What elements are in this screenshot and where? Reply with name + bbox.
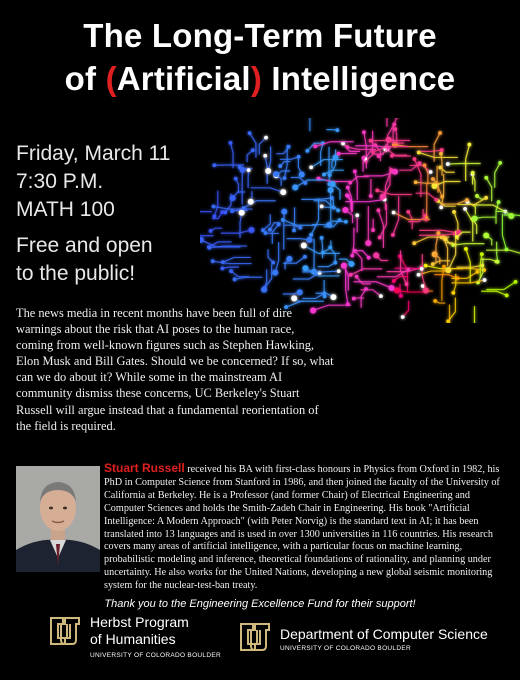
circuit-node (212, 163, 216, 167)
circuit-node (369, 194, 373, 198)
circuit-node (352, 297, 356, 301)
circuit-node (371, 228, 375, 232)
circuit-node (283, 176, 287, 180)
circuit-trace (497, 242, 498, 262)
sponsor-cs-sub: UNIVERSITY OF COLORADO BOULDER (280, 645, 411, 652)
circuit-node (378, 236, 382, 240)
circuit-node (364, 287, 368, 291)
circuit-node (306, 237, 312, 243)
circuit-trace (321, 143, 323, 166)
circuit-node (291, 295, 297, 301)
circuit-node (371, 150, 375, 154)
circuit-node (212, 214, 216, 218)
circuit-node (212, 205, 216, 209)
circuit-node (514, 280, 518, 284)
admission-line-1: Free and open (16, 234, 153, 257)
circuit-node (326, 222, 332, 228)
circuit-trace (385, 118, 387, 127)
circuit-node (299, 172, 305, 178)
speaker-bio-text: received his BA with first-class honours in Physics from Oxford in 1982, his PhD in Computer Science from Stanford in 1986, and then joined the faculty of the University of California at Berkeley. He is a Professor (and former Chair) of Electrical Engineering and Computer Sciences and holds the Smith-Zadeh Chair in Engineering. His book "Artificial Intelligence: A Modern Approach" (with Peter Norvig) is the standard text in AI; it has been translated into 13 languages and is used in over 1300 universities in 116 countries. His research covers many areas of artificial intelligence, with a particular focus on machine learning, probabilistic modeling and inference, theoretical foundations of rationality, and planning under uncertainty. He also works for the United Nations, developing a new global seismic monitoring system for the nuclear-test-ban treaty. (104, 464, 500, 592)
circuit-trace (294, 207, 295, 230)
circuit-node (376, 208, 380, 212)
circuit-trace (250, 188, 283, 192)
circuit-node (367, 256, 371, 260)
circuit-trace (397, 290, 424, 292)
circuit-trace (417, 150, 442, 151)
speaker-photo (16, 466, 100, 572)
talk-description: The news media in recent months have been full of dire warnings about the risk that AI poses to the human race, coming from well-known figures such as Stephen Hawking, Elon Musk and Bill Gates. Should we be concerned? If so, what can we do about it? While some in the mainstream AI community dismiss these concerns, UC Berkeley's Stuart Russell will argue instead that a fundamental reorientation of the field is required. (16, 306, 334, 433)
circuit-node (327, 182, 331, 186)
circuit-node (286, 256, 292, 262)
circuit-node (261, 287, 267, 293)
circuit-trace (214, 191, 217, 217)
circuit-trace (468, 202, 476, 215)
circuit-node (484, 176, 488, 180)
circuit-node (261, 228, 265, 232)
circuit-trace (322, 238, 323, 258)
circuit-node (365, 240, 371, 246)
sponsor-herbst (48, 614, 228, 664)
circuit-node (264, 231, 268, 235)
circuit-node (373, 252, 379, 258)
circuit-trace (475, 217, 496, 218)
circuit-node (322, 173, 326, 177)
circuit-node (362, 156, 366, 160)
circuit-node (230, 195, 236, 201)
circuit-node (495, 260, 499, 264)
title-of: of (64, 60, 106, 97)
circuit-node (342, 207, 348, 213)
thanks-note: Thank you to the Engineering Excellence Fund for their support! (104, 598, 416, 610)
circuit-node (303, 181, 307, 185)
circuit-trace (353, 282, 391, 288)
circuit-node (392, 169, 398, 175)
circuit-node (440, 148, 444, 152)
circuit-node (297, 289, 303, 295)
circuit-trace (268, 249, 273, 262)
circuit-node (452, 210, 456, 214)
circuit-trace (222, 267, 239, 268)
circuit-node (464, 247, 468, 251)
circuit-node (229, 269, 233, 273)
circuit-node (497, 200, 501, 204)
sponsor-cs-department (238, 620, 508, 660)
circuit-node (271, 261, 275, 265)
circuit-node (229, 141, 233, 145)
sponsor-herbst-line-1: Herbst Program (90, 614, 189, 630)
circuit-trace (457, 265, 483, 267)
circuit-node (200, 237, 204, 243)
circuit-node (247, 168, 251, 172)
speaker-bio (104, 462, 506, 593)
circuit-node (431, 183, 437, 189)
circuit-node (362, 130, 366, 134)
circuit-node (468, 143, 472, 147)
circuit-node (248, 199, 254, 205)
circuit-node (420, 267, 424, 271)
circuit-trace (441, 174, 444, 207)
circuit-node (508, 213, 514, 219)
circuit-node (309, 233, 313, 237)
cu-logo-icon (238, 620, 272, 654)
title-artificial: Artificial (116, 60, 251, 97)
circuit-node (406, 268, 410, 272)
circuit-node (475, 194, 479, 198)
circuit-node (265, 168, 271, 174)
circuit-node (373, 143, 377, 147)
circuit-trace (473, 306, 474, 323)
circuit-node (239, 210, 245, 216)
circuit-node (264, 136, 268, 140)
circuit-node (392, 211, 396, 215)
circuit-node (353, 169, 357, 173)
circuit-trace (481, 291, 507, 295)
circuit-node (417, 151, 421, 155)
circuit-node (341, 263, 347, 269)
circuit-node (281, 209, 287, 215)
circuit-node (412, 241, 416, 245)
circuit-node (348, 261, 354, 267)
circuit-node (418, 161, 422, 165)
circuit-node (272, 270, 278, 276)
circuit-node (344, 220, 348, 224)
circuit-trace (355, 171, 357, 199)
sponsor-herbst-sub: UNIVERSITY OF COLORADO BOULDER (90, 652, 221, 659)
circuit-node (292, 184, 298, 190)
circuit-node (220, 210, 224, 214)
circuit-node (380, 194, 386, 200)
circuit-trace (280, 157, 299, 160)
circuit-trace (311, 198, 318, 235)
circuit-trace (231, 271, 249, 277)
speaker-name: Stuart Russell (104, 461, 185, 475)
circuit-node (278, 164, 282, 168)
circuit-trace (324, 170, 344, 174)
circuit-trace (378, 210, 383, 248)
circuit-trace (393, 196, 399, 234)
circuit-node (349, 273, 353, 277)
circuit-node (268, 228, 272, 232)
circuit-node (320, 205, 324, 209)
circuit-trace (213, 261, 252, 263)
sponsor-cs-line-1: Department of Computer Science (280, 626, 488, 642)
circuit-trace (452, 269, 484, 271)
circuit-node (392, 279, 396, 283)
circuit-node (301, 242, 307, 248)
circuit-node (444, 237, 448, 241)
event-time: 7:30 P.M. (16, 170, 104, 193)
circuit-node (209, 229, 213, 233)
circuit-node (433, 299, 437, 303)
circuit-node (484, 196, 488, 200)
circuit-node (480, 252, 484, 256)
circuit-node (431, 262, 435, 266)
circuit-trace (248, 170, 249, 188)
circuit-node (424, 264, 428, 268)
circuit-node (355, 275, 359, 279)
circuit-node (393, 127, 397, 131)
title-open-paren: ( (105, 60, 117, 97)
circuit-node (345, 145, 349, 149)
circuit-trace (502, 214, 506, 250)
circuit-node (346, 194, 350, 198)
circuit-trace (403, 301, 409, 317)
circuit-node (335, 128, 339, 132)
circuit-trace (295, 180, 326, 187)
sponsor-herbst-line-2: of Humanities (90, 631, 176, 647)
circuit-node (379, 294, 383, 298)
event-date: Friday, March 11 (16, 142, 171, 165)
circuit-node (471, 171, 475, 175)
circuit-trace (275, 242, 278, 273)
circuit-node (355, 213, 359, 217)
circuit-trace (486, 250, 520, 255)
speaker-portrait-icon (16, 466, 100, 572)
circuit-trace (247, 150, 253, 162)
circuit-trace (466, 145, 470, 181)
circuit-trace (310, 118, 311, 131)
circuit-node (273, 171, 279, 177)
circuit-node (239, 167, 245, 173)
circuit-node (263, 154, 267, 158)
circuit-node (391, 233, 395, 237)
circuit-node (249, 227, 255, 233)
circuit-trace (272, 225, 278, 244)
circuit-trace (441, 200, 467, 204)
poster-title (0, 14, 520, 100)
circuit-node (431, 177, 435, 181)
cu-logo-icon (48, 614, 82, 648)
circuit-trace (442, 267, 444, 301)
circuit-node (369, 139, 373, 143)
circuit-node (305, 149, 309, 153)
circuit-trace (301, 198, 332, 199)
circuit-node (348, 181, 352, 185)
circuit-trace (302, 293, 324, 298)
circuit-node (207, 246, 211, 250)
circuit-node (413, 157, 417, 161)
circuit-node (465, 198, 469, 202)
circuit-node (429, 170, 433, 174)
title-close-paren: ) (250, 60, 263, 97)
circuit-trace (496, 202, 499, 224)
circuit-trace (416, 193, 437, 200)
circuit-trace (351, 269, 383, 275)
circuit-trace (324, 280, 325, 296)
circuit-node (505, 293, 509, 297)
circuit-trace (441, 154, 442, 176)
circuit-node (401, 315, 405, 319)
circuit-node (338, 218, 342, 222)
circuit-node (292, 228, 296, 232)
circuit-node (330, 294, 336, 300)
circuit-trace (453, 244, 484, 245)
circuit-trace (235, 277, 263, 279)
circuit-trace (355, 251, 362, 271)
circuit-node (389, 285, 395, 291)
circuit-node (313, 145, 317, 149)
circuit-node (309, 165, 313, 169)
circuit-trace (287, 239, 310, 240)
circuit-node (350, 254, 354, 258)
circuit-trace (495, 163, 500, 188)
circuit-trace (231, 143, 234, 168)
circuit-node (280, 189, 286, 195)
circuit-node (321, 251, 325, 255)
circuit-node (377, 154, 381, 158)
circuit-node (445, 267, 451, 273)
circuit-trace (240, 213, 242, 238)
circuit-node (442, 265, 446, 269)
circuit-node (220, 267, 224, 271)
circuit-node (399, 294, 403, 298)
circuit-node (336, 209, 340, 213)
circuit-trace (221, 230, 252, 233)
circuit-node (248, 131, 252, 135)
circuit-trace (311, 160, 343, 168)
admission (16, 232, 153, 288)
circuit-node (483, 278, 487, 282)
circuit-trace (474, 205, 505, 212)
circuit-node (432, 251, 438, 257)
circuit-trace (357, 277, 371, 284)
circuit-node (386, 137, 392, 143)
circuit-node (337, 152, 341, 156)
circuit-node (323, 295, 327, 299)
circuit-node (221, 260, 225, 264)
circuit-node (337, 269, 341, 273)
circuit-node (230, 209, 234, 213)
circuit-trace (377, 269, 408, 276)
circuit-node (251, 148, 255, 152)
circuit-trace (263, 214, 270, 230)
circuit-node (234, 177, 238, 181)
circuit-node (233, 277, 237, 281)
circuit-trace (250, 133, 256, 158)
circuit-trace (268, 146, 270, 171)
circuit-node (439, 152, 443, 156)
circuit-node (390, 154, 394, 158)
circuit-trace (259, 138, 266, 155)
event-details (16, 140, 170, 224)
circuit-node (320, 236, 324, 240)
circuit-node (423, 163, 427, 167)
title-line-2 (0, 57, 520, 100)
circuit-node (463, 207, 467, 211)
circuit-trace (366, 154, 384, 161)
circuit-trace (419, 153, 458, 158)
circuit-trace (364, 132, 366, 168)
circuit-node (406, 210, 410, 214)
circuit-trace (302, 271, 339, 272)
circuit-node (417, 273, 421, 277)
title-intelligence: Intelligence (262, 60, 456, 97)
circuit-node (211, 259, 215, 263)
circuit-node (439, 205, 443, 209)
circuit-trace (465, 209, 473, 242)
circuit-node (303, 255, 307, 259)
title-line-1: The Long-Term Future (83, 17, 437, 54)
circuit-trace (486, 282, 515, 290)
circuit-node (328, 187, 334, 193)
circuit-trace (408, 212, 412, 229)
circuit-trace (375, 145, 380, 161)
circuit-node (375, 188, 379, 192)
circuit-node (451, 291, 455, 295)
circuit-node (298, 226, 302, 230)
circuit-node (394, 287, 400, 293)
circuit-node (414, 180, 418, 184)
admission-line-2: to the public! (16, 262, 136, 285)
circuit-node (438, 131, 442, 135)
circuit-node (483, 232, 489, 238)
circuit-trace (434, 275, 457, 279)
circuit-trace (283, 220, 317, 225)
circuit-node (455, 235, 459, 239)
circuit-trace (223, 257, 251, 262)
circuit-trace (350, 177, 368, 183)
circuit-node (498, 161, 502, 165)
circuit-node (346, 186, 350, 190)
circuit-node (425, 216, 429, 220)
circuit-trace (318, 263, 336, 267)
circuit-node (475, 270, 479, 274)
event-location: MATH 100 (16, 198, 115, 221)
circuit-node (302, 265, 308, 271)
circuit-node (434, 198, 438, 202)
circuit-brain-illustration (200, 118, 520, 323)
circuit-node (436, 231, 440, 235)
circuit-node (446, 162, 450, 166)
circuit-node (405, 282, 409, 286)
circuit-trace (363, 158, 364, 172)
circuit-trace (236, 179, 239, 193)
circuit-trace (448, 163, 481, 164)
circuit-node (472, 215, 478, 221)
